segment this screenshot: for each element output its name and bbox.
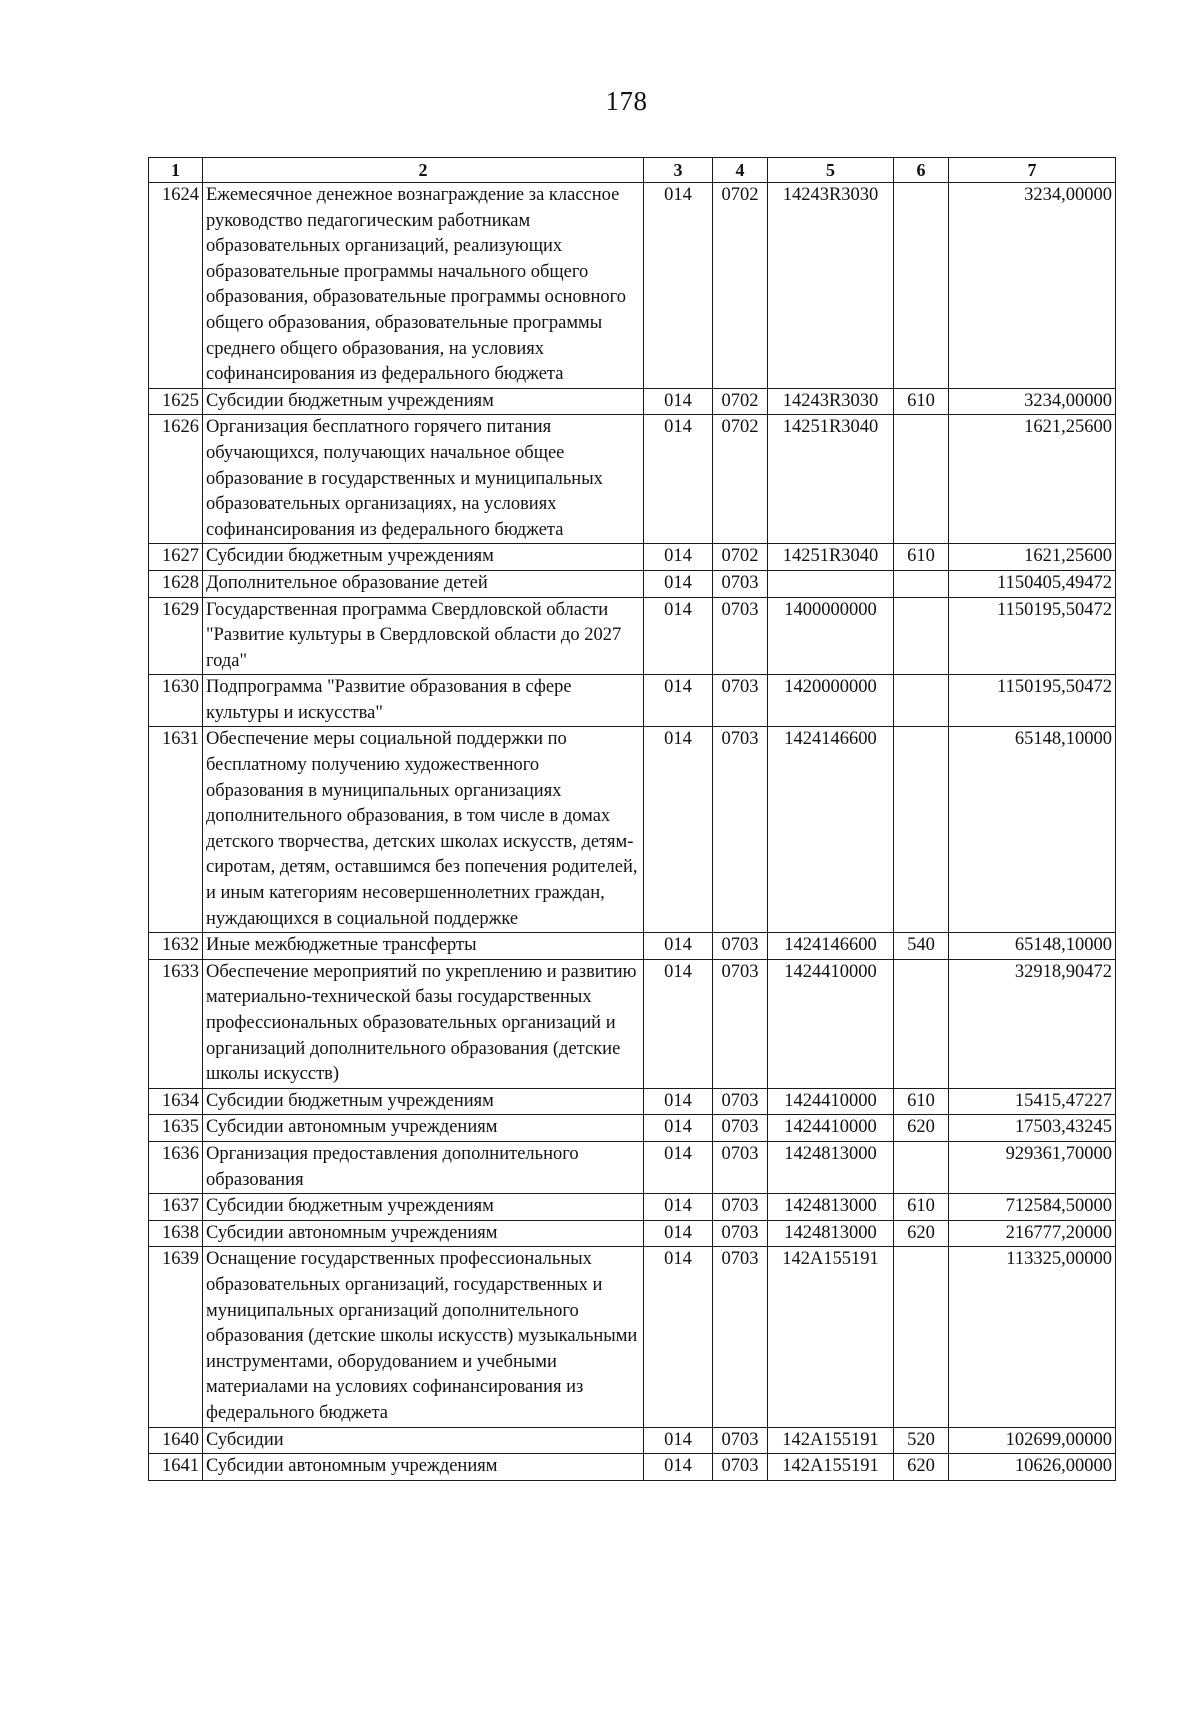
row-code-4: 0703 (713, 675, 768, 727)
table-row (149, 183, 1116, 389)
table-row (149, 597, 1116, 675)
row-description: Государственная программа Свердловской области "Развитие культуры в Свердловской области до 2027 года" (203, 597, 644, 675)
table-row (149, 570, 1116, 597)
budget-table (148, 157, 1116, 1481)
row-code-3: 014 (644, 570, 713, 597)
row-description: Субсидии автономным учреждениям (203, 1115, 644, 1142)
row-number: 1640 (149, 1427, 203, 1454)
row-code-4: 0702 (713, 388, 768, 415)
row-code-3: 014 (644, 727, 713, 933)
row-amount: 102699,00000 (949, 1427, 1116, 1454)
row-code-3: 014 (644, 675, 713, 727)
row-amount: 929361,70000 (949, 1141, 1116, 1193)
row-amount: 3234,00000 (949, 388, 1116, 415)
row-code-5: 1424813000 (768, 1194, 894, 1221)
row-description: Организация предоставления дополнительного образования (203, 1141, 644, 1193)
row-code-3: 014 (644, 388, 713, 415)
row-code-3: 014 (644, 1115, 713, 1142)
table-row (149, 1427, 1116, 1454)
row-code-6: 620 (894, 1115, 949, 1142)
row-code-5: 1424146600 (768, 933, 894, 960)
row-description: Субсидии бюджетным учреждениям (203, 1194, 644, 1221)
row-number: 1625 (149, 388, 203, 415)
row-number: 1629 (149, 597, 203, 675)
row-code-6: 620 (894, 1454, 949, 1481)
row-code-6 (894, 570, 949, 597)
row-description: Субсидии бюджетным учреждениям (203, 388, 644, 415)
row-description: Обеспечение мероприятий по укреплению и развитию материально-технической базы государственных профессиональных образовательных организаций и организаций дополнительного образования (детские школы искусств) (203, 959, 644, 1088)
column-header: 2 (203, 158, 644, 183)
row-amount: 1150195,50472 (949, 675, 1116, 727)
row-code-5: 142A155191 (768, 1247, 894, 1427)
row-code-5: 1424410000 (768, 959, 894, 1088)
row-amount: 10626,00000 (949, 1454, 1116, 1481)
row-description: Иные межбюджетные трансферты (203, 933, 644, 960)
row-code-5: 142A155191 (768, 1427, 894, 1454)
row-description: Организация бесплатного горячего питания обучающихся, получающих начальное общее образование в государственных и муниципальных образовательных организациях, на условиях софинансирования из федерального бюджета (203, 415, 644, 544)
row-code-6 (894, 675, 949, 727)
row-code-3: 014 (644, 959, 713, 1088)
row-code-3: 014 (644, 1454, 713, 1481)
row-description: Дополнительное образование детей (203, 570, 644, 597)
row-code-4: 0703 (713, 570, 768, 597)
row-code-3: 014 (644, 597, 713, 675)
row-code-5: 1420000000 (768, 675, 894, 727)
row-code-4: 0703 (713, 597, 768, 675)
row-code-6: 620 (894, 1220, 949, 1247)
row-code-4: 0703 (713, 727, 768, 933)
row-code-4: 0703 (713, 1115, 768, 1142)
row-number: 1639 (149, 1247, 203, 1427)
row-amount: 1621,25600 (949, 415, 1116, 544)
row-code-6 (894, 415, 949, 544)
row-description: Субсидии (203, 1427, 644, 1454)
column-header: 3 (644, 158, 713, 183)
row-code-6 (894, 1141, 949, 1193)
row-code-4: 0702 (713, 415, 768, 544)
row-amount: 65148,10000 (949, 933, 1116, 960)
row-number: 1636 (149, 1141, 203, 1193)
column-header: 5 (768, 158, 894, 183)
row-code-6: 610 (894, 388, 949, 415)
row-code-3: 014 (644, 1220, 713, 1247)
row-code-5: 14243R3030 (768, 183, 894, 389)
row-description: Субсидии бюджетным учреждениям (203, 544, 644, 571)
row-code-3: 014 (644, 1194, 713, 1221)
row-amount: 113325,00000 (949, 1247, 1116, 1427)
row-code-6 (894, 597, 949, 675)
row-description: Субсидии бюджетным учреждениям (203, 1088, 644, 1115)
table-row (149, 388, 1116, 415)
row-number: 1626 (149, 415, 203, 544)
row-number: 1633 (149, 959, 203, 1088)
row-code-5: 1424813000 (768, 1220, 894, 1247)
column-header: 6 (894, 158, 949, 183)
row-number: 1637 (149, 1194, 203, 1221)
row-amount: 1150195,50472 (949, 597, 1116, 675)
row-number: 1627 (149, 544, 203, 571)
row-number: 1630 (149, 675, 203, 727)
row-code-6: 520 (894, 1427, 949, 1454)
row-amount: 712584,50000 (949, 1194, 1116, 1221)
row-code-6: 610 (894, 1088, 949, 1115)
column-header: 4 (713, 158, 768, 183)
row-description: Субсидии автономным учреждениям (203, 1454, 644, 1481)
row-code-4: 0702 (713, 544, 768, 571)
row-code-4: 0703 (713, 1220, 768, 1247)
row-code-6: 540 (894, 933, 949, 960)
row-number: 1624 (149, 183, 203, 389)
table-row (149, 1141, 1116, 1193)
table-row (149, 933, 1116, 960)
row-code-3: 014 (644, 933, 713, 960)
row-code-5: 14251R3040 (768, 544, 894, 571)
row-code-3: 014 (644, 1427, 713, 1454)
row-description: Ежемесячное денежное вознаграждение за классное руководство педагогическим работникам образовательных организаций, реализующих образовательные программы начального общего образования, образовательные программы основного общего образования, образовательные программы среднего общего образования, на условиях софинансирования из федерального бюджета (203, 183, 644, 389)
row-code-6 (894, 1247, 949, 1427)
row-code-5: 1424410000 (768, 1115, 894, 1142)
row-description: Субсидии автономным учреждениям (203, 1220, 644, 1247)
row-amount: 1621,25600 (949, 544, 1116, 571)
row-description: Обеспечение меры социальной поддержки по бесплатному получению художественного образования в муниципальных организациях дополнительного образования, в том числе в домах детского творчества, детских школах искусств, детям-сиротам, детям, оставшимся без попечения родителей, и иным категориям несовершеннолетних граждан, нуждающихся в социальной поддержке (203, 727, 644, 933)
row-code-5: 142A155191 (768, 1454, 894, 1481)
row-code-5: 1400000000 (768, 597, 894, 675)
row-code-5: 14251R3040 (768, 415, 894, 544)
row-description: Оснащение государственных профессиональных образовательных организаций, государственных и муниципальных организаций дополнительного образования (детские школы искусств) музыкальными инструментами, оборудованием и учебными материалами на условиях софинансирования из федерального бюджета (203, 1247, 644, 1427)
row-number: 1634 (149, 1088, 203, 1115)
row-number: 1638 (149, 1220, 203, 1247)
table-row (149, 415, 1116, 544)
table-row (149, 727, 1116, 933)
row-amount: 32918,90472 (949, 959, 1116, 1088)
row-amount: 3234,00000 (949, 183, 1116, 389)
row-code-3: 014 (644, 1141, 713, 1193)
row-amount: 17503,43245 (949, 1115, 1116, 1142)
table-row (149, 1115, 1116, 1142)
table-body (149, 183, 1116, 1481)
table-row (149, 959, 1116, 1088)
row-number: 1632 (149, 933, 203, 960)
row-code-5: 1424146600 (768, 727, 894, 933)
row-code-4: 0703 (713, 1454, 768, 1481)
table-row (149, 1454, 1116, 1481)
row-code-6 (894, 959, 949, 1088)
row-code-3: 014 (644, 1088, 713, 1115)
row-code-4: 0703 (713, 1247, 768, 1427)
table-row (149, 544, 1116, 571)
row-code-6: 610 (894, 544, 949, 571)
table-row (149, 675, 1116, 727)
row-code-4: 0703 (713, 1427, 768, 1454)
row-code-5: 14243R3030 (768, 388, 894, 415)
table-header-row (149, 158, 1116, 183)
row-code-5: 1424813000 (768, 1141, 894, 1193)
table-row (149, 1247, 1116, 1427)
row-code-4: 0703 (713, 1194, 768, 1221)
row-amount: 65148,10000 (949, 727, 1116, 933)
row-number: 1628 (149, 570, 203, 597)
row-code-4: 0703 (713, 1141, 768, 1193)
row-amount: 216777,20000 (949, 1220, 1116, 1247)
row-description: Подпрограмма "Развитие образования в сфере культуры и искусства" (203, 675, 644, 727)
row-code-6 (894, 183, 949, 389)
row-number: 1631 (149, 727, 203, 933)
table-row (149, 1220, 1116, 1247)
row-amount: 15415,47227 (949, 1088, 1116, 1115)
row-amount: 1150405,49472 (949, 570, 1116, 597)
row-code-5 (768, 570, 894, 597)
row-code-3: 014 (644, 183, 713, 389)
row-code-4: 0703 (713, 933, 768, 960)
row-number: 1635 (149, 1115, 203, 1142)
table-row (149, 1088, 1116, 1115)
column-header: 1 (149, 158, 203, 183)
column-header: 7 (949, 158, 1116, 183)
table-row (149, 1194, 1116, 1221)
row-code-3: 014 (644, 415, 713, 544)
row-code-5: 1424410000 (768, 1088, 894, 1115)
row-code-4: 0703 (713, 959, 768, 1088)
row-number: 1641 (149, 1454, 203, 1481)
row-code-3: 014 (644, 1247, 713, 1427)
page-number: 178 (605, 86, 648, 116)
row-code-6 (894, 727, 949, 933)
row-code-4: 0702 (713, 183, 768, 389)
row-code-6: 610 (894, 1194, 949, 1221)
row-code-4: 0703 (713, 1088, 768, 1115)
row-code-3: 014 (644, 544, 713, 571)
